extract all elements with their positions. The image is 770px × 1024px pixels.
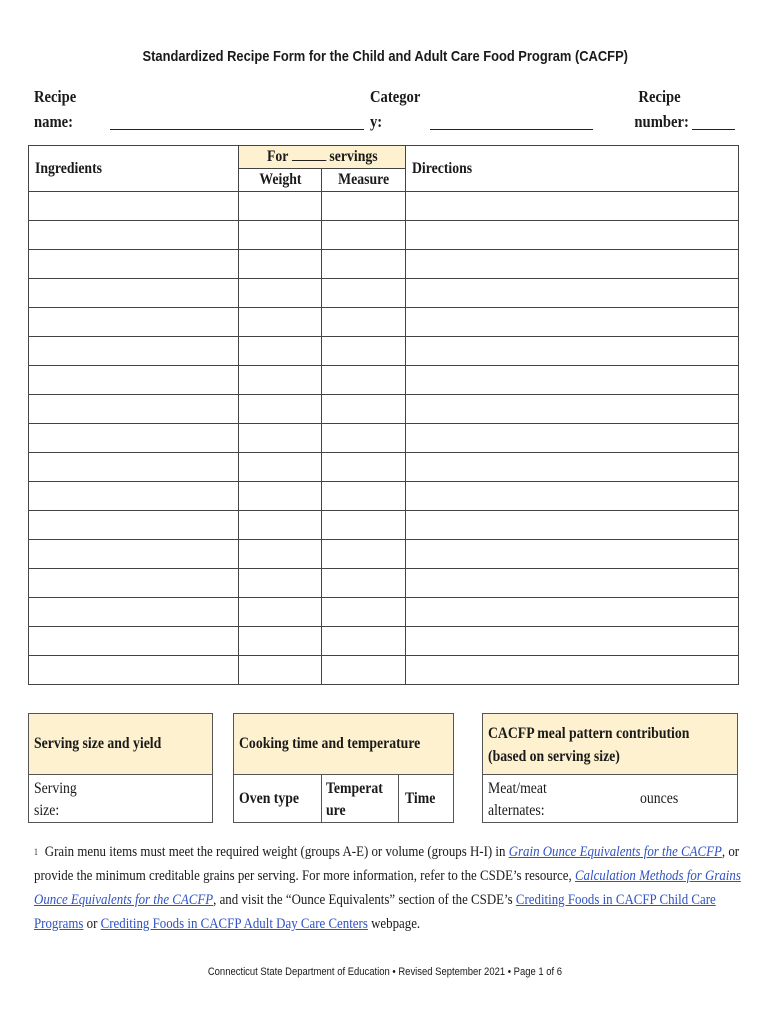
category-label: Categor y: [370, 87, 421, 131]
ingredients-table [28, 145, 739, 685]
measure-header: Measure [322, 169, 406, 192]
crediting-child-care-link[interactable]: Crediting Foods in CACFP Child Care Programs [34, 892, 716, 932]
weight-cell[interactable] [239, 656, 322, 685]
page-footer: Connecticut State Department of Education • Revised September 2021 • Page 1 of 6 [207, 966, 563, 978]
ingredient-cell[interactable] [29, 395, 239, 424]
serving-size-title: Serving size and yield [29, 714, 212, 775]
cooking-title: Cooking time and temperature [234, 714, 453, 775]
servings-header: For servings [239, 146, 406, 169]
ingredient-cell[interactable] [29, 627, 239, 656]
measure-cell[interactable] [322, 627, 406, 656]
category-field[interactable] [430, 129, 593, 130]
footnote-text-5: webpage. [367, 916, 421, 932]
weight-cell[interactable] [239, 424, 322, 453]
measure-cell[interactable] [322, 221, 406, 250]
directions-cell[interactable] [406, 540, 739, 569]
directions-cell[interactable] [406, 221, 739, 250]
measure-cell[interactable] [322, 279, 406, 308]
weight-cell[interactable] [239, 453, 322, 482]
directions-cell[interactable] [406, 511, 739, 540]
footnote-text-1: Grain menu items must meet the required weight (groups A-E) or volume (groups H-I) in [44, 844, 509, 860]
table-row [29, 308, 739, 337]
time-field[interactable]: Time [405, 789, 436, 807]
table-row [29, 482, 739, 511]
footnote [34, 840, 754, 936]
directions-cell[interactable] [406, 279, 739, 308]
directions-cell[interactable] [406, 192, 739, 221]
footnote-text-2: , or provide the minimum creditable grains per serving. For more information, refer to the CSDE’s resource, [34, 844, 740, 884]
directions-cell[interactable] [406, 656, 739, 685]
table-row [29, 511, 739, 540]
measure-cell[interactable] [322, 482, 406, 511]
serving-size-box [28, 713, 213, 823]
directions-cell[interactable] [406, 308, 739, 337]
directions-cell[interactable] [406, 453, 739, 482]
ingredient-cell[interactable] [29, 511, 239, 540]
table-row [29, 453, 739, 482]
serving-size-field[interactable]: Serving size: [34, 780, 77, 819]
weight-cell[interactable] [239, 192, 322, 221]
ingredient-cell[interactable] [29, 598, 239, 627]
directions-header: Directions [406, 146, 739, 192]
ingredient-cell[interactable] [29, 540, 239, 569]
cooking-box [233, 713, 454, 823]
table-row [29, 656, 739, 685]
footnote-text-3: , and visit the “Ounce Equivalents” section of the CSDE’s [213, 892, 516, 908]
measure-cell[interactable] [322, 424, 406, 453]
measure-cell[interactable] [322, 511, 406, 540]
measure-cell[interactable] [322, 337, 406, 366]
measure-cell[interactable] [322, 656, 406, 685]
recipe-name-field[interactable] [110, 129, 364, 130]
measure-cell[interactable] [322, 366, 406, 395]
recipe-number-field[interactable] [692, 129, 735, 130]
temperature-field[interactable]: Temperat ure [322, 775, 399, 822]
measure-cell[interactable] [322, 250, 406, 279]
ingredient-cell[interactable] [29, 337, 239, 366]
weight-cell[interactable] [239, 279, 322, 308]
weight-cell[interactable] [239, 482, 322, 511]
weight-cell[interactable] [239, 250, 322, 279]
table-row [29, 337, 739, 366]
table-row [29, 279, 739, 308]
directions-cell[interactable] [406, 598, 739, 627]
directions-cell[interactable] [406, 424, 739, 453]
table-row [29, 366, 739, 395]
table-row [29, 192, 739, 221]
ingredient-cell[interactable] [29, 250, 239, 279]
meat-alternates-label: Meat/meat alternates: [488, 780, 547, 819]
ingredient-cell[interactable] [29, 279, 239, 308]
measure-cell[interactable] [322, 395, 406, 424]
meal-pattern-box [482, 713, 738, 823]
recipe-number-label: Recipe number: [634, 87, 689, 131]
table-row [29, 569, 739, 598]
table-row [29, 540, 739, 569]
table-row [29, 627, 739, 656]
ingredient-cell[interactable] [29, 656, 239, 685]
weight-cell[interactable] [239, 337, 322, 366]
weight-cell[interactable] [239, 395, 322, 424]
weight-cell[interactable] [239, 540, 322, 569]
weight-cell[interactable] [239, 569, 322, 598]
directions-cell[interactable] [406, 627, 739, 656]
measure-cell[interactable] [322, 453, 406, 482]
recipe-name-label: Recipe name: [34, 87, 77, 131]
table-row [29, 250, 739, 279]
directions-cell[interactable] [406, 482, 739, 511]
directions-cell[interactable] [406, 250, 739, 279]
directions-cell[interactable] [406, 337, 739, 366]
table-row [29, 395, 739, 424]
meal-pattern-title: CACFP meal pattern contribution (based on serving size) [483, 714, 737, 775]
directions-cell[interactable] [406, 569, 739, 598]
calculation-methods-link[interactable]: Calculation Methods for Grains Ounce Equivalents for the CACFP [34, 868, 741, 908]
ounces-field[interactable]: ounces [640, 789, 679, 807]
table-row [29, 221, 739, 250]
weight-cell[interactable] [239, 511, 322, 540]
ingredient-cell[interactable] [29, 569, 239, 598]
weight-cell[interactable] [239, 366, 322, 395]
measure-cell[interactable] [322, 308, 406, 337]
ingredient-cell[interactable] [29, 308, 239, 337]
ingredient-cell[interactable] [29, 366, 239, 395]
oven-type-field[interactable]: Oven type [234, 775, 322, 822]
directions-cell[interactable] [406, 395, 739, 424]
measure-cell[interactable] [322, 598, 406, 627]
ingredient-cell[interactable] [29, 192, 239, 221]
servings-count-field[interactable] [291, 160, 325, 161]
footnote-text-4: or [83, 916, 101, 932]
measure-cell[interactable] [322, 540, 406, 569]
ingredients-header: Ingredients [29, 146, 239, 192]
weight-header: Weight [239, 169, 322, 192]
measure-cell[interactable] [322, 192, 406, 221]
weight-cell[interactable] [239, 627, 322, 656]
weight-cell[interactable] [239, 221, 322, 250]
ingredient-cell[interactable] [29, 424, 239, 453]
footnote-marker: 1 [34, 847, 38, 857]
ingredient-cell[interactable] [29, 221, 239, 250]
ingredient-cell[interactable] [29, 453, 239, 482]
table-row [29, 424, 739, 453]
grain-oz-eq-link[interactable]: Grain Ounce Equivalents for the CACFP [508, 844, 722, 860]
ingredient-cell[interactable] [29, 482, 239, 511]
directions-cell[interactable] [406, 366, 739, 395]
crediting-adult-day-care-link[interactable]: Crediting Foods in CACFP Adult Day Care Centers [100, 916, 368, 932]
weight-cell[interactable] [239, 308, 322, 337]
table-row [29, 598, 739, 627]
measure-cell[interactable] [322, 569, 406, 598]
weight-cell[interactable] [239, 598, 322, 627]
form-title: Standardized Recipe Form for the Child and Adult Care Food Program (CACFP) [142, 48, 628, 65]
